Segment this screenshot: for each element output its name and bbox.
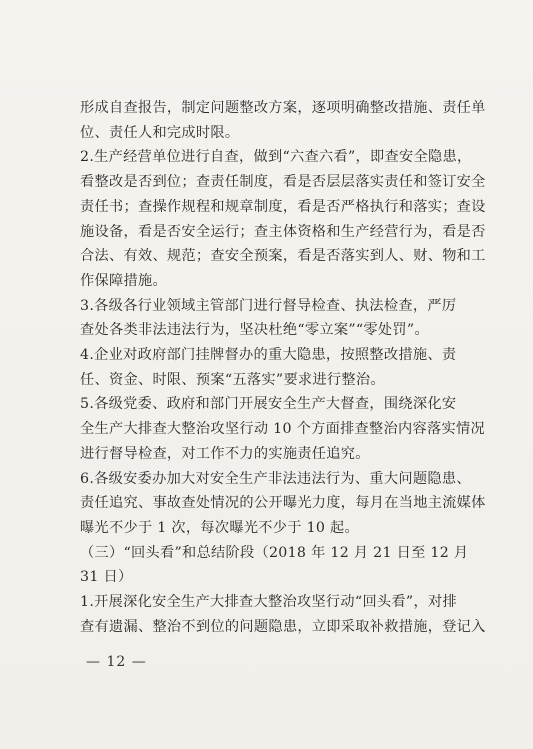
text-line: 查有遗漏、整治不到位的问题隐患，立即采取补救措施，登记入 [80, 618, 486, 635]
text-line: 责任追究、事故查处情况的公开曝光力度，每月在当地主流媒体 [80, 495, 486, 512]
text-line: 曝光不少于 1 次，每次曝光不少于 10 起。 [80, 519, 360, 536]
text-line: 6.各级安委办加大对安全生产非法违法行为、重大问题隐患、 [80, 470, 471, 487]
text-line: 责任书；查操作规程和规章制度，看是否严格执行和落实；查设 [80, 198, 486, 215]
text-line: 5.各级党委、政府和部门开展安全生产大督查，围绕深化安 [80, 396, 457, 413]
text-line: 任、资金、时限、预案“五落实”要求进行整治。 [80, 371, 385, 388]
text-line: 查处各类非法违法行为，坚决杜绝“零立案”“零处罚”。 [80, 322, 429, 339]
text-line: 4.企业对政府部门挂牌督办的重大隐患，按照整改措施、责 [80, 347, 457, 364]
text-line: 合法、有效、规范；查安全预案，看是否落实到人、财、物和工 [80, 248, 486, 265]
section-heading-line: （三）“回头看”和总结阶段（2018 年 12 月 21 日至 12 月 [80, 544, 469, 561]
page-number: — 12 — [86, 654, 147, 670]
text-line: 施设备，看是否安全运行；查主体资格和生产经营行为，看是否 [80, 223, 486, 240]
text-line: 位、责任人和完成时限。 [80, 124, 240, 141]
text-line: 3.各级各行业领域主管部门进行督导检查、执法检查，严厉 [80, 297, 457, 314]
text-line: 全生产大排查大整治攻坚行动 10 个方面排查整治内容落实情况 [80, 421, 485, 438]
text-line: 形成自查报告，制定问题整改方案，逐项明确整改措施、责任单 [80, 100, 486, 116]
text-line: 作保障措施。 [80, 272, 167, 289]
section-heading-line: 31 日） [80, 569, 133, 586]
text-line: 1.开展深化安全生产大排查大整治攻坚行动“回头看”，对排 [80, 594, 457, 611]
text-line: 2.生产经营单位进行自查，做到“六查六看”，即查安全隐患， [80, 149, 472, 166]
body-text [80, 96, 486, 639]
text-line: 进行督导检查，对工作不力的实施责任追究。 [80, 445, 370, 462]
text-line: 看整改是否到位；查责任制度，看是否层层落实责任和签订安全 [80, 174, 486, 191]
